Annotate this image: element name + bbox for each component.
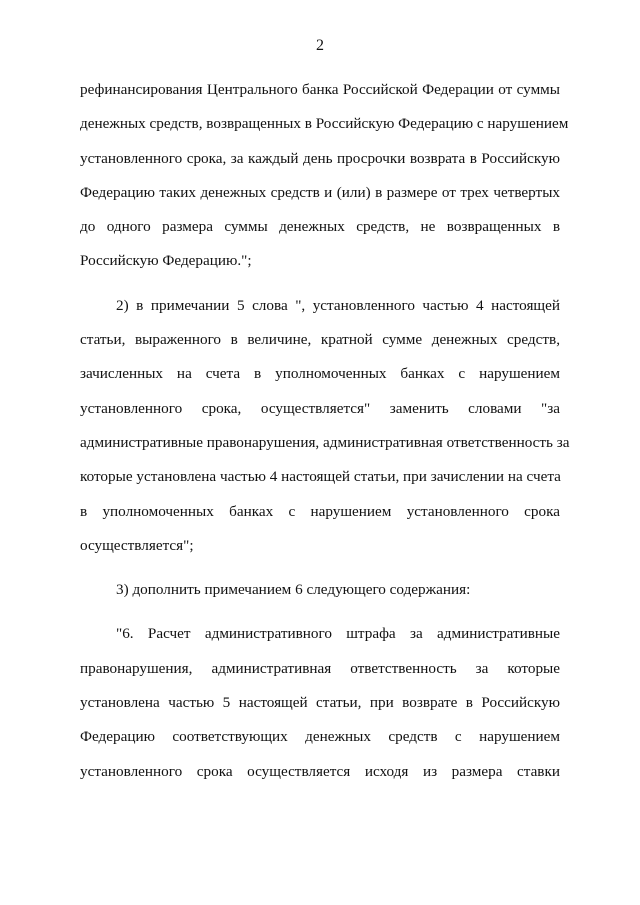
text-line: рефинансирования Центрального банка Российской Федерации от суммы [80, 81, 560, 98]
paragraph-gap [80, 279, 560, 289]
text-line: зачисленных на счета в уполномоченных банках с нарушением [80, 365, 560, 383]
text-line: 2) в примечании 5 слова ", установленного частью 4 настоящей [116, 296, 560, 314]
text-line: денежных средств, возвращенных в Российскую Федерацию с нарушением [80, 115, 569, 133]
text-line: осуществляется"; [80, 536, 194, 554]
text-line: в уполномоченных банках с нарушением установленного срока [80, 502, 560, 520]
text-line: установленного срока осуществляется исходя из размера ставки [80, 762, 560, 780]
text-line: Федерацию таких денежных средств и (или) в размере от трех четвертых [80, 183, 560, 201]
paragraph-gap [80, 563, 560, 573]
paragraph-1 [80, 73, 569, 279]
paragraph-3 [80, 573, 560, 607]
text-line: статьи, выраженного в величине, кратной сумме денежных средств, [80, 331, 560, 349]
text-line: Федерацию соответствующих денежных средств с нарушением [80, 728, 560, 746]
page-number: 2 [316, 37, 324, 54]
text-line: которые установлена частью 4 настоящей статьи, при зачислении на счета [80, 468, 561, 486]
document-body [80, 73, 570, 789]
text-line: до одного размера суммы денежных средств, не возвращенных в [80, 218, 560, 236]
text-line: 3) дополнить примечанием 6 следующего содержания: [116, 581, 471, 599]
text-line: установлена частью 5 настоящей статьи, при возврате в Российскую [80, 694, 560, 712]
paragraph-gap [80, 607, 560, 617]
text-line: установленного срока, осуществляется" заменить словами "за [80, 399, 560, 417]
text-line: административные правонарушения, административная ответственность за [80, 433, 570, 451]
paragraph-2 [80, 289, 570, 563]
text-line: Российскую Федерацию."; [80, 252, 252, 270]
paragraph-4 [80, 617, 560, 788]
text-line: правонарушения, административная ответственность за которые [80, 659, 560, 677]
text-line: установленного срока, за каждый день просрочки возврата в Российскую [80, 149, 560, 167]
text-line: "6. Расчет административного штрафа за административные [116, 625, 560, 643]
